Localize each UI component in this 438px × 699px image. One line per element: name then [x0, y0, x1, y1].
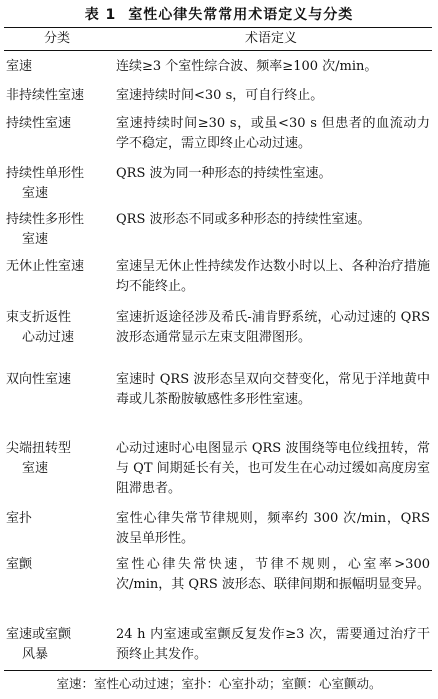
category-line-2: 室速: [22, 231, 49, 247]
table-row: [4, 251, 432, 302]
row-category: [4, 549, 110, 619]
table-row: [4, 108, 432, 158]
row-definition: 室速时 QRS 波形态呈双向交替变化，常见于洋地黄中毒或儿茶酚胺敏感性多形性室速。: [116, 371, 430, 407]
row-category: [4, 503, 110, 549]
row-definition: 室性心律失常节律规则，频率约 300 次/min，QRS 波呈单形性。: [116, 510, 430, 546]
row-category: [4, 158, 110, 204]
table-row: [4, 503, 432, 549]
row-definition: 室速呈无休止性持续发作达数小时以上、各种治疗措施均不能终止。: [116, 258, 430, 294]
terms-table: [4, 27, 432, 671]
category-line-2: 室速: [22, 185, 49, 201]
row-category: [4, 108, 110, 158]
table-header-row: [4, 28, 432, 51]
header-category: 分类: [4, 28, 110, 51]
table-footnote: 室速：室性心动过速；室扑：心室扑动；室颤：心室颤动。: [56, 676, 382, 691]
header-definition: 术语定义: [110, 28, 432, 51]
row-category: [4, 433, 110, 503]
row-category: [4, 364, 110, 433]
table-title: 室性心律失常常用术语定义与分类: [128, 7, 354, 23]
row-definition: 室速持续时间<30 s，可自行终止。: [116, 87, 324, 103]
category-line-1: 无休止性室速: [6, 258, 85, 274]
category-line-1: 尖端扭转型: [6, 440, 72, 456]
row-definition: QRS 波形态不同或多种形态的持续性室速。: [116, 211, 371, 227]
category-line-1: 室速: [6, 59, 33, 74]
row-definition: 24 h 内室速或室颤反复发作≥3 次，需要通过治疗干预终止其发作。: [110, 619, 432, 671]
category-line-1: 室颤: [6, 556, 33, 572]
category-line-1: 持续性单形性: [6, 165, 85, 181]
table-row: [4, 158, 432, 204]
table-caption: [0, 4, 438, 24]
category-line-1: 非持续性室速: [6, 87, 85, 103]
row-category: [4, 619, 110, 671]
table-row: [4, 302, 432, 364]
row-category: [4, 302, 110, 364]
table-row: [4, 619, 432, 671]
row-definition: 室性心律失常快速，节律不规则，心室率>300 次/min，其 QRS 波形态、联律间期和振幅明显变异。: [116, 556, 430, 592]
category-line-2: 心动过速: [22, 329, 75, 345]
table-row: [4, 433, 432, 503]
table-row: [4, 364, 432, 433]
row-category: [4, 51, 110, 80]
category-line-2: 室速: [22, 460, 49, 476]
row-definition: QRS 波为同一种形态的持续性室速。: [116, 165, 332, 181]
row-definition: 室速折返途径涉及希氏-浦肯野系统，心动过速的 QRS 波形态通常显示左束支阻滞图形。: [116, 309, 430, 345]
table-row: [4, 51, 432, 80]
category-line-1: 室速或室颤: [6, 626, 72, 642]
category-line-1: 室扑: [6, 510, 33, 526]
category-line-1: 持续性室速: [6, 115, 72, 131]
table-row: [4, 80, 432, 108]
category-line-2: 风暴: [22, 646, 49, 662]
table-label: 表 1: [84, 7, 117, 23]
row-definition: 连续≥3 个室性综合波、频率≥100 次/min。: [116, 59, 378, 74]
table-row: [4, 549, 432, 619]
row-definition: 心动过速时心电图显示 QRS 波围绕等电位线扭转，常与 QT 间期延长有关，也可发生在心动过缓如高度房室阻滞患者。: [116, 440, 430, 496]
row-category: [4, 80, 110, 108]
category-line-1: 持续性多形性: [6, 211, 85, 227]
row-definition: 室速持续时间≥30 s，或虽<30 s 但患者的血流动力学不稳定，需立即终止心动过速。: [116, 115, 430, 151]
row-category: [4, 251, 110, 302]
table-row: [4, 204, 432, 251]
row-category: [4, 204, 110, 251]
category-line-1: 双向性室速: [6, 371, 72, 387]
category-line-1: 束支折返性: [6, 309, 72, 325]
